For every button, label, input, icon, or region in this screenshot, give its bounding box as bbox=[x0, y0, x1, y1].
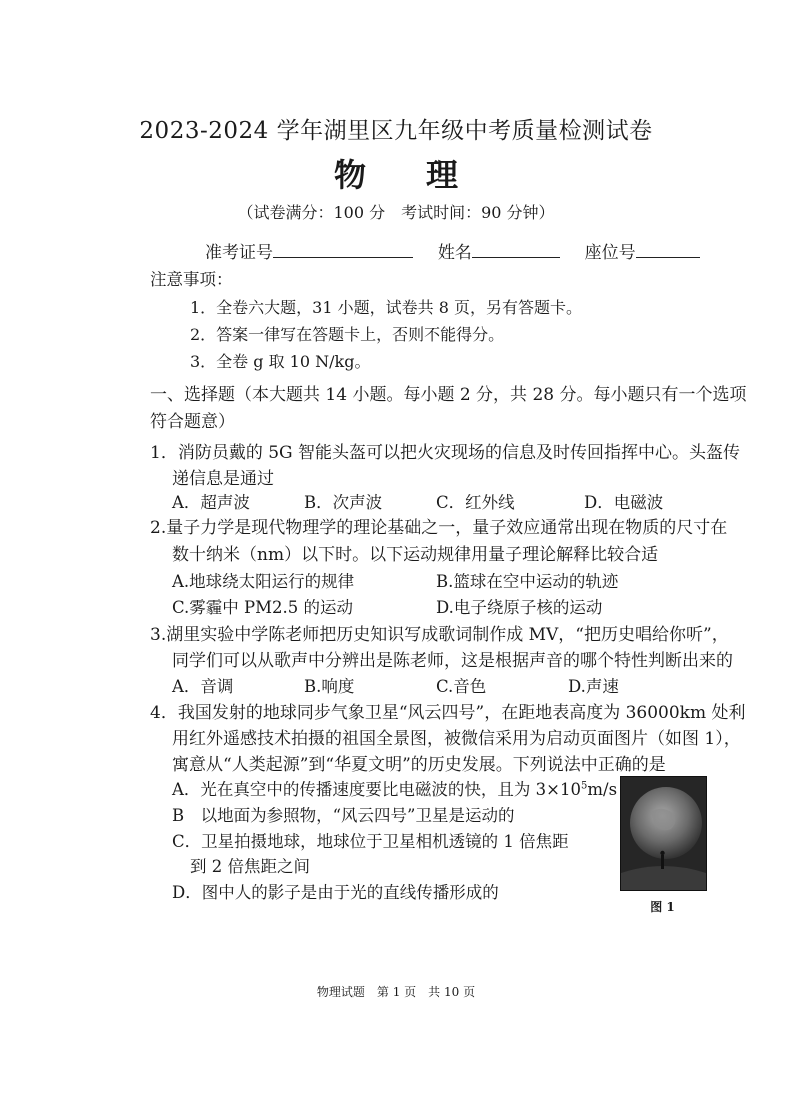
subject-char-2: 理 bbox=[426, 156, 459, 194]
exam-info: （试卷满分：100 分 考试时间：90 分钟） bbox=[237, 203, 555, 222]
option-a bbox=[172, 776, 617, 800]
question-4-cont: 用红外遥感技术拍摄的祖国全景图，被微信采用为启动页面图片（如图 1）， bbox=[172, 729, 741, 749]
notes-heading: 注意事项： bbox=[150, 270, 233, 289]
option-b: B．次声波 bbox=[304, 493, 383, 512]
seat-field[interactable] bbox=[636, 243, 700, 258]
subject-title bbox=[0, 150, 792, 196]
id-field[interactable] bbox=[273, 243, 413, 258]
option-c-cont: 到 2 倍焦距之间 bbox=[190, 857, 310, 876]
question-4: 4．我国发射的地球同步气象卫星“风云四号”，在距地表高度为 36000km 处利 bbox=[150, 703, 746, 723]
option-a: A.地球绕太阳运行的规律 bbox=[172, 572, 355, 591]
option-c: C.音色 bbox=[436, 677, 487, 696]
option-b: B.篮球在空中运动的轨迹 bbox=[436, 572, 619, 591]
note-item: 2．答案一律写在答题卡上，否则不能得分。 bbox=[190, 325, 505, 344]
question-1-cont: 递信息是通过 bbox=[172, 469, 274, 489]
seat-label: 座位号 bbox=[584, 243, 636, 263]
section-heading: 一、选择题（本大题共 14 小题。每小题 2 分，共 28 分。每小题只有一个选项 bbox=[150, 385, 747, 405]
question-1: 1．消防员戴的 5G 智能头盔可以把火灾现场的信息及时传回指挥中心。头盔传 bbox=[150, 443, 741, 463]
option-a: A．音调 bbox=[172, 677, 234, 696]
question-3-cont: 同学们可以从歌声中分辨出是陈老师，这是根据声音的哪个特性判断出来的 bbox=[172, 651, 733, 671]
question-2: 2.量子力学是现代物理学的理论基础之一，量子效应通常出现在物质的尺寸在 bbox=[150, 518, 728, 538]
section-heading-cont: 符合题意） bbox=[150, 412, 235, 432]
note-item: 3．全卷 g 取 10 N/kg。 bbox=[190, 352, 371, 371]
page-footer: 物理试题 第 1 页 共 10 页 bbox=[316, 985, 476, 999]
figure-1-image bbox=[620, 776, 707, 891]
earth-photo-icon bbox=[621, 777, 706, 890]
option-a-text: A．光在真空中的传播速度要比电磁波的快，且为 3×10 bbox=[172, 780, 581, 799]
name-label: 姓名 bbox=[437, 243, 472, 263]
question-4-cont: 寓意从“人类起源”到“华夏文明”的历史发展。下列说法中正确的是 bbox=[172, 755, 666, 775]
option-c: C.雾霾中 PM2.5 的运动 bbox=[172, 598, 354, 617]
option-b: B.响度 bbox=[304, 677, 355, 696]
subject-char-1: 物 bbox=[333, 156, 366, 194]
option-d: D.声速 bbox=[568, 677, 619, 696]
candidate-info-line bbox=[205, 238, 700, 263]
option-b: B 以地面为参照物，“风云四号”卫星是运动的 bbox=[172, 806, 515, 825]
option-c: C．红外线 bbox=[436, 493, 515, 512]
note-item: 1．全卷六大题，31 小题，试卷共 8 页，另有答题卡。 bbox=[190, 298, 582, 317]
option-a-unit: m/s bbox=[587, 780, 618, 799]
option-a: A．超声波 bbox=[172, 493, 250, 512]
id-label: 准考证号 bbox=[205, 243, 273, 263]
exam-title: 2023-2024 学年湖里区九年级中考质量检测试卷 bbox=[139, 118, 653, 144]
option-d: D．电磁波 bbox=[584, 493, 664, 512]
question-2-cont: 数十纳米（nm）以下时。以下运动规律用量子理论解释比较合适 bbox=[172, 545, 659, 565]
option-d: D.电子绕原子核的运动 bbox=[436, 598, 603, 617]
option-c: C．卫星拍摄地球，地球位于卫星相机透镜的 1 倍焦距 bbox=[172, 832, 569, 851]
option-a-exponent: 5 bbox=[580, 780, 588, 792]
option-d: D．图中人的影子是由于光的直线传播形成的 bbox=[172, 883, 499, 902]
figure-caption: 图 1 bbox=[650, 900, 675, 914]
question-3: 3.湖里实验中学陈老师把历史知识写成歌词制作成 MV，“把历史唱给你听”， bbox=[150, 625, 729, 645]
name-field[interactable] bbox=[472, 243, 560, 258]
